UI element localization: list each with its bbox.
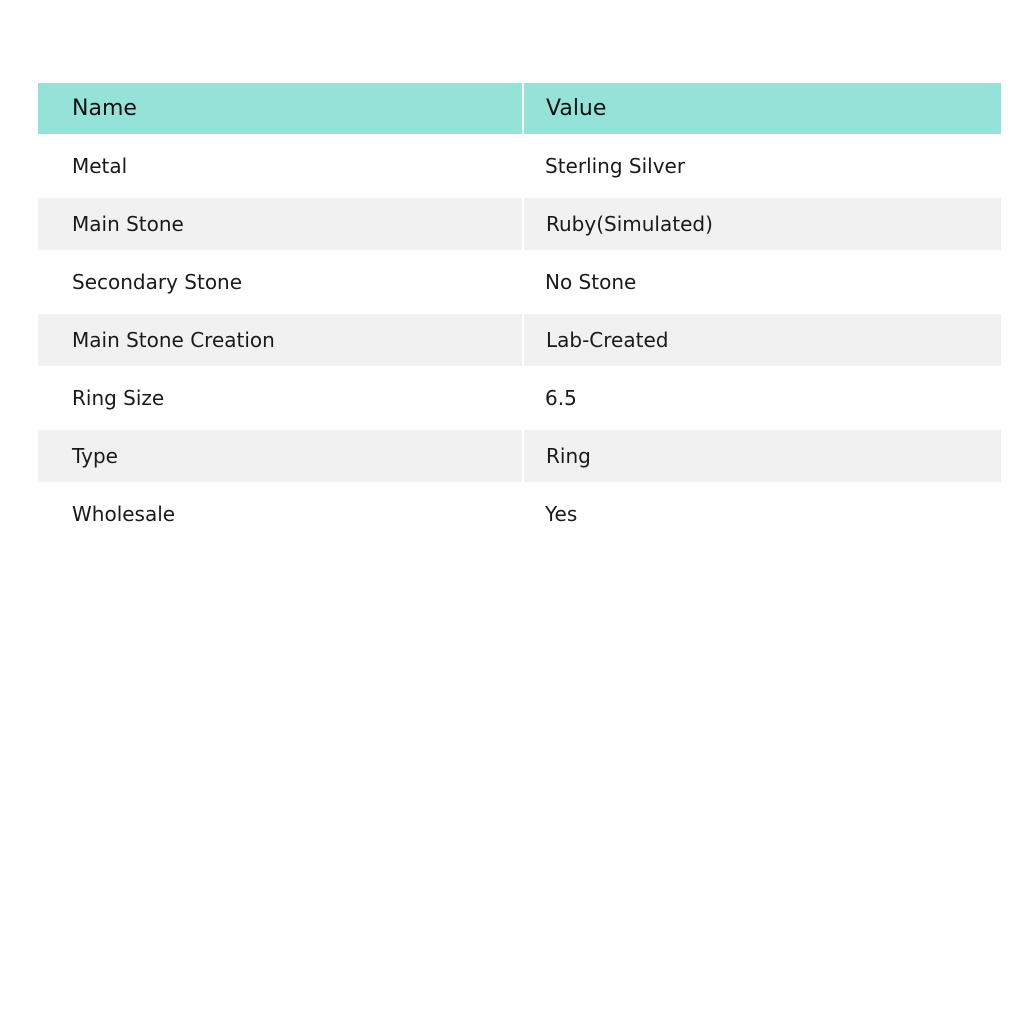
row-name-cell: Ring Size (72, 386, 165, 410)
table-row (38, 430, 1001, 482)
row-name-cell: Main Stone Creation (38, 314, 523, 366)
row-value-cell: No Stone (545, 270, 637, 294)
table-row (38, 250, 1001, 314)
row-name-cell: Type (38, 430, 523, 482)
table-row (38, 198, 1001, 250)
row-value-cell: Ring (523, 430, 1001, 482)
row-name-cell: Metal (72, 154, 128, 178)
table-row (38, 366, 1001, 430)
column-header-name: Name (38, 83, 523, 134)
column-header-value: Value (523, 83, 1001, 134)
table-row (38, 314, 1001, 366)
row-value-cell: Sterling Silver (545, 154, 686, 178)
row-value-cell: Ruby(Simulated) (523, 198, 1001, 250)
table-header-row (38, 83, 1001, 134)
row-value-cell: Yes (545, 502, 578, 526)
row-value-cell: Lab-Created (523, 314, 1001, 366)
specifications-table (38, 83, 1001, 546)
row-name-cell: Main Stone (38, 198, 523, 250)
row-value-cell: 6.5 (545, 386, 577, 410)
row-name-cell: Wholesale (72, 502, 176, 526)
row-name-cell: Secondary Stone (72, 270, 243, 294)
table-row (38, 134, 1001, 198)
table-row (38, 482, 1001, 546)
